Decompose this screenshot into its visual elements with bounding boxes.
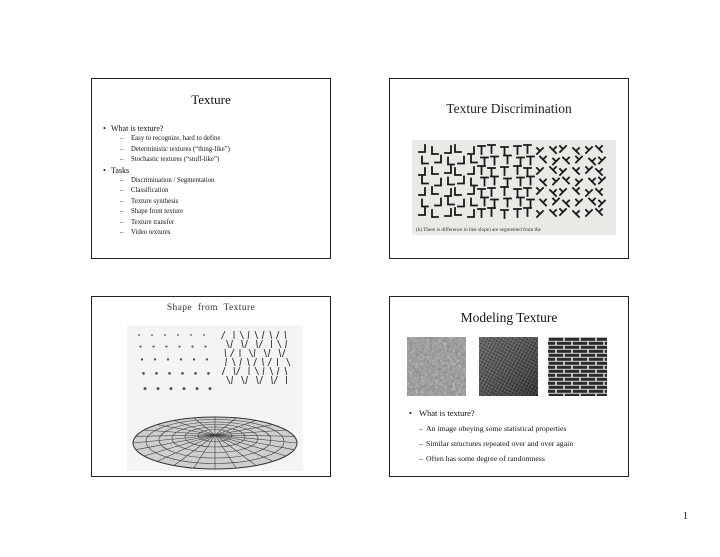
texture-dot — [196, 387, 199, 390]
texture-dot — [144, 387, 147, 390]
page-number: 1 — [683, 511, 688, 522]
sub-bullet-item: – Classification — [111, 186, 230, 196]
texture-dot — [207, 372, 210, 375]
texture-dot — [165, 346, 167, 348]
texture-dot — [152, 346, 154, 348]
sub-bullet-item: – Shape from texture — [111, 207, 230, 217]
bullet-item: • What is texture? — [111, 124, 230, 134]
sub-bullet-item: – Often has some degree of randomness — [419, 451, 573, 466]
sub-bullet-item: – Easy to recognize, hard to define — [111, 134, 230, 144]
texture-dot — [191, 346, 193, 348]
texture-dot — [177, 334, 179, 336]
geodesic-dome — [133, 417, 297, 469]
texture-dot — [180, 358, 182, 360]
regular-texture-image — [479, 337, 538, 396]
bullet-item: • What is texture? — [419, 406, 573, 421]
texture-dot — [181, 372, 184, 375]
bullet-list — [111, 124, 230, 238]
texture-dot — [141, 358, 143, 360]
sub-bullet-item: – Similar structures repeated over and over again — [419, 436, 573, 451]
sub-bullet-item: – Video textures — [111, 228, 230, 238]
texture-dot — [178, 346, 180, 348]
slide-title: Texture — [191, 92, 231, 107]
texture-dot — [139, 346, 141, 348]
sub-bullet-item: – Texture transfer — [111, 218, 230, 228]
texture-dot — [155, 372, 158, 375]
bullet-item: • Tasks — [111, 166, 230, 176]
texture-dot — [164, 334, 166, 336]
slide-title: Shape from Texture — [166, 303, 256, 313]
bullet-list — [419, 406, 573, 466]
stochastic-texture-image — [407, 337, 466, 396]
slide-title: Modeling Texture — [460, 310, 558, 325]
texture-dot — [194, 372, 197, 375]
texture-dot — [170, 387, 173, 390]
sub-bullet-item: – Deterministic textures (“thing-like”) — [111, 145, 230, 155]
image-caption: (b) There is difference in line slope) are segmented from the — [416, 227, 541, 233]
slide-modeling-texture — [389, 296, 629, 477]
slide-texture-discrimination — [389, 78, 629, 259]
sub-bullet-item: – An image obeying some statistical properties — [419, 421, 573, 436]
texture-dot — [157, 387, 160, 390]
slide-title: Texture Discrimination — [446, 101, 572, 116]
texture-dot — [190, 334, 192, 336]
brick-texture-image — [548, 337, 607, 396]
slide-shape-from-texture — [91, 296, 331, 477]
texture-dot — [142, 372, 145, 375]
texture-dot — [203, 334, 205, 336]
texture-dot — [154, 358, 156, 360]
texture-dot — [167, 358, 169, 360]
sub-bullet-item: – Texture synthesis — [111, 197, 230, 207]
shape-from-texture-image — [127, 325, 303, 471]
texture-discrimination-image — [412, 140, 616, 235]
texture-dot — [151, 334, 153, 336]
sub-bullet-item: – Discrimination / Segmentation — [111, 176, 230, 186]
texture-dot — [193, 358, 195, 360]
texture-dot — [204, 346, 206, 348]
sub-bullet-item: – Stochastic textures (“stuff-like”) — [111, 155, 230, 165]
texture-dot — [206, 358, 208, 360]
slide-texture — [91, 78, 331, 259]
texture-dot — [183, 387, 186, 390]
texture-dot — [138, 334, 140, 336]
texture-dot — [209, 387, 212, 390]
texture-dot — [168, 372, 171, 375]
